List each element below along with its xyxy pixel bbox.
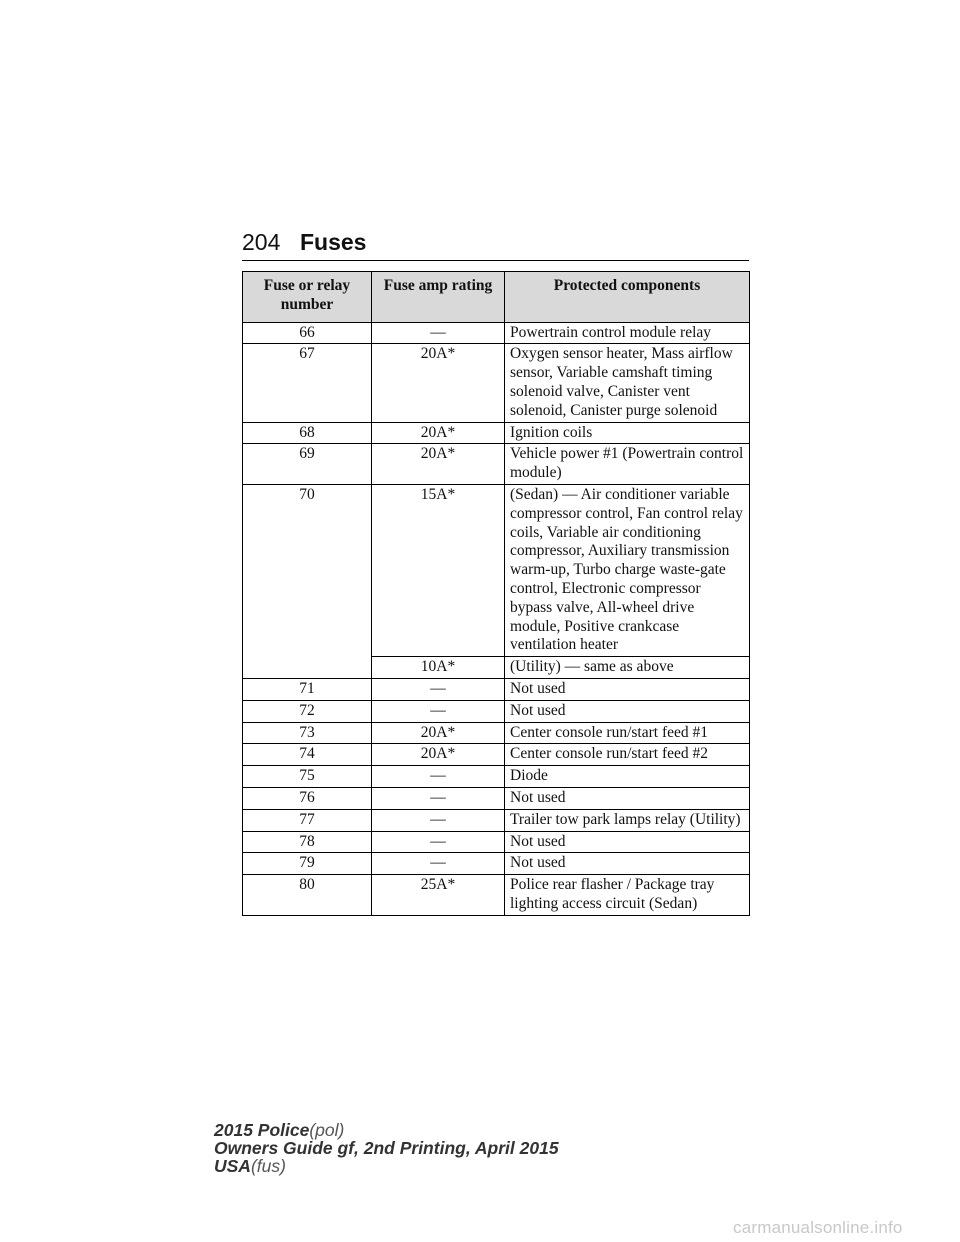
amp-rating-cell: 15A* <box>372 484 505 656</box>
footer-model-code: (pol) <box>309 1120 345 1140</box>
amp-rating-cell: 20A* <box>372 344 505 422</box>
footer-market: USA <box>214 1156 251 1176</box>
fuse-number-cell: 78 <box>243 831 372 853</box>
page-header <box>242 228 749 261</box>
protected-components-cell: Diode <box>505 766 750 788</box>
fuse-number-cell: 67 <box>243 344 372 422</box>
amp-rating-cell: — <box>372 678 505 700</box>
fuse-number-cell: 70 <box>243 484 372 678</box>
fuse-number-cell: 74 <box>243 744 372 766</box>
protected-components-cell: Not used <box>505 831 750 853</box>
amp-rating-cell: — <box>372 322 505 344</box>
protected-components-cell: Not used <box>505 787 750 809</box>
amp-rating-cell: 20A* <box>372 722 505 744</box>
protected-components-cell: Not used <box>505 700 750 722</box>
footer-line-2: Owners Guide gf, 2nd Printing, April 2015 <box>214 1138 559 1158</box>
amp-rating-cell: 20A* <box>372 422 505 444</box>
protected-components-cell: (Utility) — same as above <box>505 657 750 679</box>
table-row <box>243 484 750 656</box>
fuse-table <box>242 271 750 916</box>
amp-rating-cell: — <box>372 809 505 831</box>
column-header-fuse-number: Fuse or relay number <box>243 272 372 323</box>
fuse-number-cell: 79 <box>243 853 372 875</box>
table-row <box>243 787 750 809</box>
footer-line-3 <box>214 1157 559 1175</box>
page-number: 204 <box>242 229 281 255</box>
table-row <box>243 853 750 875</box>
fuse-number-cell: 69 <box>243 444 372 485</box>
fuse-number-cell: 75 <box>243 766 372 788</box>
protected-components-cell: Not used <box>505 853 750 875</box>
amp-rating-cell: — <box>372 787 505 809</box>
amp-rating-cell: — <box>372 700 505 722</box>
table-row <box>243 344 750 422</box>
amp-rating-cell: — <box>372 853 505 875</box>
table-row <box>243 831 750 853</box>
table-row <box>243 444 750 485</box>
protected-components-cell: Center console run/start feed #1 <box>505 722 750 744</box>
column-header-protected-components: Protected components <box>505 272 750 323</box>
protected-components-cell: Powertrain control module relay <box>505 322 750 344</box>
footer-model: 2015 Police <box>214 1120 310 1140</box>
fuse-number-cell: 73 <box>243 722 372 744</box>
amp-rating-cell: — <box>372 766 505 788</box>
table-row <box>243 678 750 700</box>
protected-components-cell: Oxygen sensor heater, Mass airflow sensor, Variable camshaft timing solenoid valve, Canister vent solenoid, Canister purge solenoid <box>505 344 750 422</box>
table-row <box>243 766 750 788</box>
amp-rating-cell: 20A* <box>372 744 505 766</box>
fuse-number-cell: 68 <box>243 422 372 444</box>
fuse-number-cell: 71 <box>243 678 372 700</box>
fuse-number-cell: 72 <box>243 700 372 722</box>
protected-components-cell: Ignition coils <box>505 422 750 444</box>
footer-line-1 <box>214 1121 559 1139</box>
fuse-number-cell: 66 <box>243 322 372 344</box>
table-row <box>243 809 750 831</box>
table-header-row <box>243 272 750 323</box>
section-title: Fuses <box>300 229 367 255</box>
table-row <box>243 700 750 722</box>
fuse-number-cell: 80 <box>243 875 372 916</box>
amp-rating-cell: 25A* <box>372 875 505 916</box>
protected-components-cell: Not used <box>505 678 750 700</box>
protected-components-cell: Vehicle power #1 (Powertrain control module) <box>505 444 750 485</box>
table-row <box>243 722 750 744</box>
table-row <box>243 875 750 916</box>
protected-components-cell: Center console run/start feed #2 <box>505 744 750 766</box>
fuse-number-cell: 77 <box>243 809 372 831</box>
amp-rating-cell: 20A* <box>372 444 505 485</box>
protected-components-cell: (Sedan) — Air conditioner variable compressor control, Fan control relay coils, Variable air conditioning compressor, Auxiliary transmission warm-up, Turbo charge waste-gate control, Electronic compressor bypass valve, All-wheel drive module, Positive crankcase ventilation heater <box>505 484 750 656</box>
table-row <box>243 322 750 344</box>
watermark-text: carmanualsonline.info <box>733 1218 903 1237</box>
column-header-amp-rating: Fuse amp rating <box>372 272 505 323</box>
table-row <box>243 422 750 444</box>
protected-components-cell: Police rear flasher / Package tray lighting access circuit (Sedan) <box>505 875 750 916</box>
amp-rating-cell: 10A* <box>372 657 505 679</box>
amp-rating-cell: — <box>372 831 505 853</box>
fuse-number-cell: 76 <box>243 787 372 809</box>
table-row <box>243 744 750 766</box>
document-footer <box>214 1121 559 1175</box>
protected-components-cell: Trailer tow park lamps relay (Utility) <box>505 809 750 831</box>
footer-market-code: (fus) <box>250 1156 286 1176</box>
